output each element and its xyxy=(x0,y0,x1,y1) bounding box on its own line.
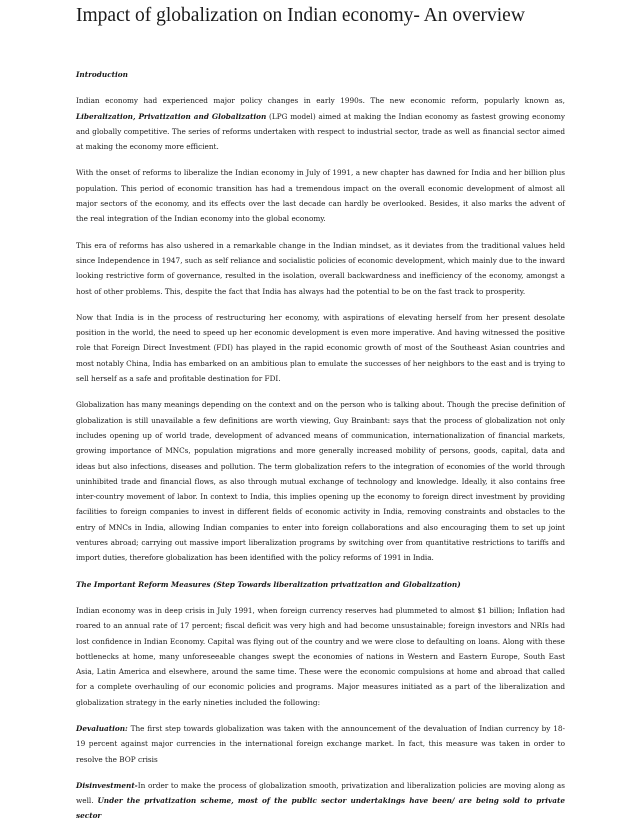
paragraph-intro-1 xyxy=(76,93,565,154)
introduction-heading: Introduction xyxy=(76,70,128,79)
page-title: Impact of globalization on Indian economy- An overview xyxy=(76,5,525,26)
devaluation-label: Devaluation: xyxy=(76,723,128,733)
paragraph-crisis-1991: Indian economy was in deep crisis in July 1991, when foreign currency reserves had plummeted to almost $1 billion; Inflation had roared to an annual rate of 17 percent; fiscal deficit was very high and had become unsustainable; foreign investors and NRIs had lost confidence in Indian Economy. Capital was flying out of the country and we were close to defaulting on loans. Along with these bottlenecks at home, many unforeseeable changes swept the economies of nations in Western and Eastern Europe, South East Asia, Latin America and elsewhere, around the same time. These were the economic compulsions at home and abroad that called for a complete overhauling of our economic policies and programs. Major measures initiated as a part of the liberalization and globalization strategy in the early nineties included the following: xyxy=(76,605,565,707)
devaluation-text: The first step towards globalization was taken with the announcement of the devaluation of Indian currency by 18-19 percent against major currencies in the international foreign exchange market. In fact, this measure was taken in order to resolve the BOP crisis xyxy=(76,723,565,764)
paragraph-globalization-definition: Globalization has many meanings depending on the context and on the person who is talking about. Though the precise definition of globalization is still unavailable a few definitions are worth viewing, Guy Brainbant: says that the process of globalization not only includes opening up of world trade, development of advanced means of communication, internationalization of financial markets, growing importance of MNCs, population migrations and more generally increased mobility of persons, goods, capital, data and ideas but also infections, diseases and pollution. The term globalization refers to the integration of economies of the world through uninhibited trade and financial flows, as also through mutual exchange of technology and knowledge. Ideally, it also contains free inter-country movement of labor. In context to India, this implies opening up the economy to foreign direct investment by providing facilities to foreign companies to invest in different fields of economic activity in India, removing constraints and obstacles to the entry of MNCs in India, allowing Indian companies to enter into foreign collaborations and also encouraging them to set up joint ventures abroad; carrying out massive import liberalization programs by switching over from quantitative restrictions to tariffs and import duties, therefore globalization has been identified with the policy reforms of 1991 in India. xyxy=(76,400,565,563)
disinvestment-text: In order to make the process of globalization smooth, privatization and liberalization policies are moving along as well. xyxy=(76,780,565,806)
paragraph-devaluation xyxy=(76,721,565,767)
paragraph-intro-4: Now that India is in the process of restructuring her economy, with aspirations of elevating herself from her present desolate position in the world, the need to speed up her economic development is even more imperative. And having witnessed the positive role that Foreign Direct Investment (FDI) has played in the rapid economic growth of most of the Southeast Asian countries and most notably China, India has embarked on an ambitious plan to emulate the successes of her neighbors to the east and is trying to sell herself as a safe and profitable destination for FDI. xyxy=(76,312,565,384)
paragraph-intro-2: With the onset of reforms to liberalize the Indian economy in July of 1991, a new chapter has dawned for India and her billion plus population. This period of economic transition has had a tremendous impact on the overall economic development of almost all major sectors of the economy, and its effects over the last decade can hardly be overlooked. Besides, it also marks the advent of the real integration of the Indian economy into the global economy. xyxy=(76,168,565,224)
reform-measures-heading: The Important Reform Measures (Step Towards liberalization privatization and Globalization) xyxy=(76,579,461,589)
paragraph-disinvestment xyxy=(76,778,565,824)
paragraph-intro-1-text-a: Indian economy had experienced major policy changes in early 1990s. The new economic reform, popularly known as, xyxy=(76,96,565,106)
paragraph-intro-3: This era of reforms has also ushered in a remarkable change in the Indian mindset, as it deviates from the traditional values held since Independence in 1947, such as self reliance and socialistic policies of economic development, which mainly due to the inward looking restrictive form of governance, resulted in the isolation, overall backwardness and inefficiency of the economy, amongst a host of other problems. This, despite the fact that India has always had the potential to be on the fast track to prosperity. xyxy=(76,240,565,296)
lpg-emphasis: Liberalization, Privatization and Globalization xyxy=(76,111,267,121)
disinvestment-emphasis: Under the privatization scheme, most of the public sector undertakings have been/ are being sold to private sector xyxy=(76,796,565,821)
paragraph-intro-1-text-c: (LPG model) aimed at making the Indian economy as fastest growing economy and globally competitive. The series of reforms undertaken with respect to industrial sector, trade as well as financial sector aimed at making the economy more efficient. xyxy=(76,111,566,152)
disinvestment-label: Disinvestment- xyxy=(76,780,138,790)
document-body xyxy=(76,67,565,835)
